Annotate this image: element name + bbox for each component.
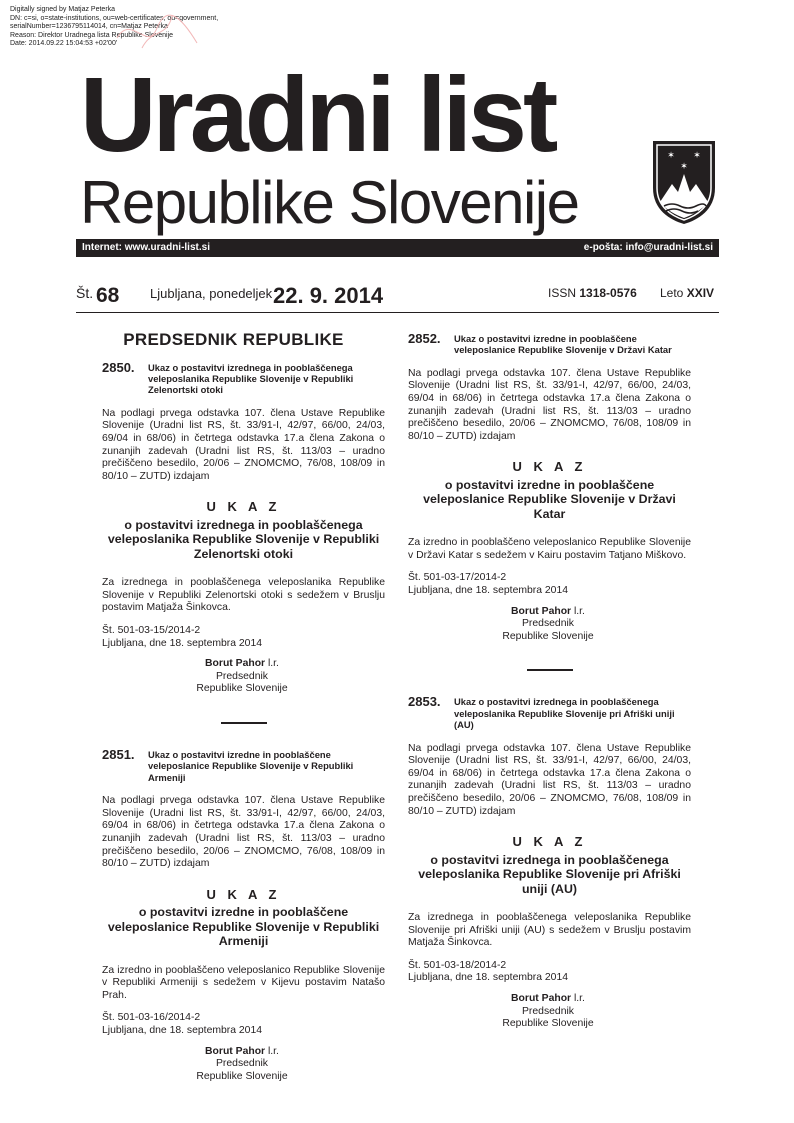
masthead-title: Uradni list — [80, 56, 555, 174]
reference-date: Ljubljana, dne 18. septembra 2014 — [408, 972, 569, 984]
signer-role: Republike Slovenije — [196, 683, 288, 695]
signer-role: Predsednik — [522, 1005, 574, 1017]
volume-label: Leto — [660, 286, 684, 300]
issue-number-label: Št. — [76, 285, 94, 301]
signature-line: serialNumber=1236795114014, cn=Matjaz Peterka — [10, 23, 168, 31]
header-divider — [76, 312, 719, 313]
reference-number: Št. 501-03-15/2014-2 — [102, 624, 201, 636]
signer-suffix: l.r. — [571, 992, 585, 1004]
issue-place: Ljubljana, ponedeljek — [150, 286, 273, 301]
volume — [660, 286, 714, 300]
masthead-subtitle: Republike Slovenije — [80, 169, 579, 236]
signer-name: Borut Pahor — [205, 1045, 266, 1057]
signature-line: DN: c=si, o=state-institutions, ou=web-certificates, ou=government, — [10, 14, 219, 22]
signer-role: Predsednik — [216, 1058, 268, 1070]
act-title[interactable]: Ukaz o postavitvi izredne in pooblaščene veleposlanice Republike Slovenije v Republiki Armeniji — [148, 748, 354, 783]
act-intro: Na podlagi prvega odstavka 107. člena Ustave Republike Slovenije (Uradni list RS, št. 33/91-I, 42/97, 66/00, 24/03, 69/04 in 68/06) in četrtega odstavka 17.a člena Zakona o zunanjih zadevah (Uradni list RS, št. 113/03 – uradno prečiščeno besedilo, 20/06 – ZNOMCMO, 76/08, 108/09 in 80/10 – ZUTD) izdajam — [102, 795, 385, 870]
internet-link[interactable]: Internet: www.uradni-list.si — [82, 242, 210, 253]
signer-role: Predsednik — [216, 670, 268, 682]
act-intro: Na podlagi prvega odstavka 107. člena Ustave Republike Slovenije (Uradni list RS, št. 33/91-I, 42/97, 66/00, 24/03, 69/04 in 68/06) in četrtega odstavka 17.a člena Zakona o zunanjih zadevah (Uradni list RS, št. 113/03 – uradno prečiščeno besedilo, 20/06 – ZNOMCMO, 76/08, 108/09 in 80/10 – ZUTD) izdajam — [408, 742, 691, 817]
ukaz-text: Za izrednega in pooblaščenega veleposlanika Republike Slovenije pri Afriški uniji (AU) s sedežem v Bruslju postavim Matjaža Šinkovca. — [408, 911, 691, 949]
act-title[interactable]: Ukaz o postavitvi izrednega in pooblaščenega veleposlanika Republike Slovenije pri Afriški uniji (AU) — [454, 696, 675, 731]
issue-date: 22. 9. 2014 — [273, 283, 384, 308]
signer-role: Predsednik — [522, 618, 574, 630]
svg-text:✶: ✶ — [693, 151, 701, 161]
ukaz-heading: U K A Z — [206, 886, 281, 902]
reference-date: Ljubljana, dne 18. septembra 2014 — [408, 584, 569, 596]
act-header — [408, 330, 691, 356]
ukaz-text: Za izrednega in pooblaščenega veleposlanika Republike Slovenije v Republiki Zelenortski otoki s sedežem v Bruslju postavim Matjaža Šinkovca. — [102, 577, 385, 614]
act-divider — [527, 669, 573, 671]
ukaz-title: o postavitvi izrednega in pooblaščenega veleposlanika Republike Slovenije v Republiki Zelenortski otoki — [107, 517, 380, 561]
reference-date: Ljubljana, dne 18. septembra 2014 — [102, 1024, 263, 1036]
ukaz-heading: U K A Z — [512, 459, 587, 475]
reference-date: Ljubljana, dne 18. septembra 2014 — [102, 637, 263, 649]
section-title: PREDSEDNIK REPUBLIKE — [123, 330, 344, 349]
reference-block — [102, 1012, 385, 1037]
act-header — [408, 693, 691, 730]
act-number: 2852. — [408, 331, 441, 346]
act-header — [102, 746, 385, 783]
act-intro: Na podlagi prvega odstavka 107. člena Ustave Republike Slovenije (Uradni list RS, št. 33/91-I, 42/97, 66/00, 24/03, 69/04 in 68/06) in četrtega odstavka 17.a člena Zakona o zunanjih zadevah (Uradni list RS, št. 113/03 – uradno prečiščeno besedilo, 20/06 – ZNOMCMO, 76/08, 108/09 in 80/10 – ZUTD) izdajam — [408, 367, 691, 442]
signature-line: Date: 2014.09.22 15:04:53 +02'00' — [10, 40, 118, 48]
email-link[interactable]: e-pošta: info@uradni-list.si — [583, 242, 713, 253]
ukaz-heading: U K A Z — [206, 499, 281, 515]
signer-role: Republike Slovenije — [502, 630, 594, 642]
issue-line — [76, 283, 719, 311]
issn — [548, 286, 637, 300]
signer-name: Borut Pahor — [205, 658, 266, 670]
coat-of-arms-icon — [650, 138, 718, 226]
signer-role: Republike Slovenije — [196, 1070, 288, 1082]
signature-line: Reason: Direktor Uradnega lista Republike Slovenije — [10, 31, 174, 39]
signer-role: Republike Slovenije — [502, 1018, 594, 1030]
ukaz-heading: U K A Z — [512, 834, 587, 850]
act-title[interactable]: Ukaz o postavitvi izrednega in pooblaščenega veleposlanika Republike Slovenije v Republiki Zelenortski otoki — [148, 361, 354, 396]
reference-block — [102, 625, 385, 650]
reference-block — [408, 572, 691, 597]
svg-text:✶: ✶ — [667, 151, 675, 161]
reference-number: Št. 501-03-18/2014-2 — [408, 959, 507, 971]
act-2850 — [102, 359, 385, 696]
svg-text:✶: ✶ — [680, 162, 688, 172]
signer-suffix: l.r. — [265, 1045, 279, 1057]
issn-label: ISSN — [548, 286, 577, 300]
reference-number: Št. 501-03-17/2014-2 — [408, 572, 507, 584]
ukaz-title: o postavitvi izredne in pooblaščene veleposlanice Republike Slovenije v Republiki Armeniji — [107, 905, 380, 949]
act-number: 2853. — [408, 694, 441, 710]
act-title[interactable]: Ukaz o postavitvi izredne in pooblaščene veleposlanice Republike Slovenije v Državi Katar — [454, 333, 672, 356]
act-divider — [221, 722, 267, 724]
signature-line: Digitally signed by Matjaz Peterka — [10, 6, 116, 13]
issue-number: 68 — [96, 284, 120, 307]
act-2852 — [408, 330, 691, 643]
reference-block — [408, 960, 691, 985]
signer-suffix: l.r. — [571, 605, 585, 617]
volume-value: XXIV — [686, 286, 715, 300]
act-intro: Na podlagi prvega odstavka 107. člena Ustave Republike Slovenije (Uradni list RS, št. 33/91-I, 42/97, 66/00, 24/03, 69/04 in 68/06) in četrtega odstavka 17.a člena Zakona o zunanjih zadevah (Uradni list RS, št. 113/03 – uradno prečiščeno besedilo, 20/06 – ZNOMCMO, 76/08, 108/09 in 80/10 – ZUTD) izdajam — [102, 407, 385, 482]
ukaz-text: Za izredno in pooblaščeno veleposlanico Republike Slovenije v Republiki Armeniji s sedežem v Kijevu postavim Natašo Prah. — [102, 964, 385, 1001]
right-column — [408, 330, 691, 1031]
act-number: 2850. — [102, 359, 135, 375]
signature — [142, 1046, 342, 1084]
ukaz-text: Za izredno in pooblaščeno veleposlanico Republike Slovenije v Državi Katar s sedežem v Kairu postavim Tatjano Miškovo. — [408, 537, 691, 561]
signature — [448, 993, 648, 1031]
signer-suffix: l.r. — [265, 658, 279, 670]
ukaz-title: o postavitvi izredne in pooblaščene veleposlanice Republike Slovenije v Državi Katar — [423, 477, 676, 521]
reference-number: Št. 501-03-16/2014-2 — [102, 1012, 201, 1024]
act-2851 — [102, 746, 385, 1083]
left-column — [102, 330, 385, 1083]
issn-value: 1318-0576 — [579, 286, 637, 300]
signer-name: Borut Pahor — [511, 992, 572, 1004]
act-header — [102, 359, 385, 396]
act-2853 — [408, 693, 691, 1030]
ukaz-title: o postavitvi izrednega in pooblaščenega veleposlanika Republike Slovenije pri Afriški uniji (AU) — [418, 852, 681, 896]
act-number: 2851. — [102, 746, 135, 762]
signature — [142, 658, 342, 696]
handwritten-signature-mark — [112, 8, 202, 58]
masthead-contact-bar — [76, 239, 719, 257]
signer-name: Borut Pahor — [511, 605, 572, 617]
signature — [448, 606, 648, 644]
